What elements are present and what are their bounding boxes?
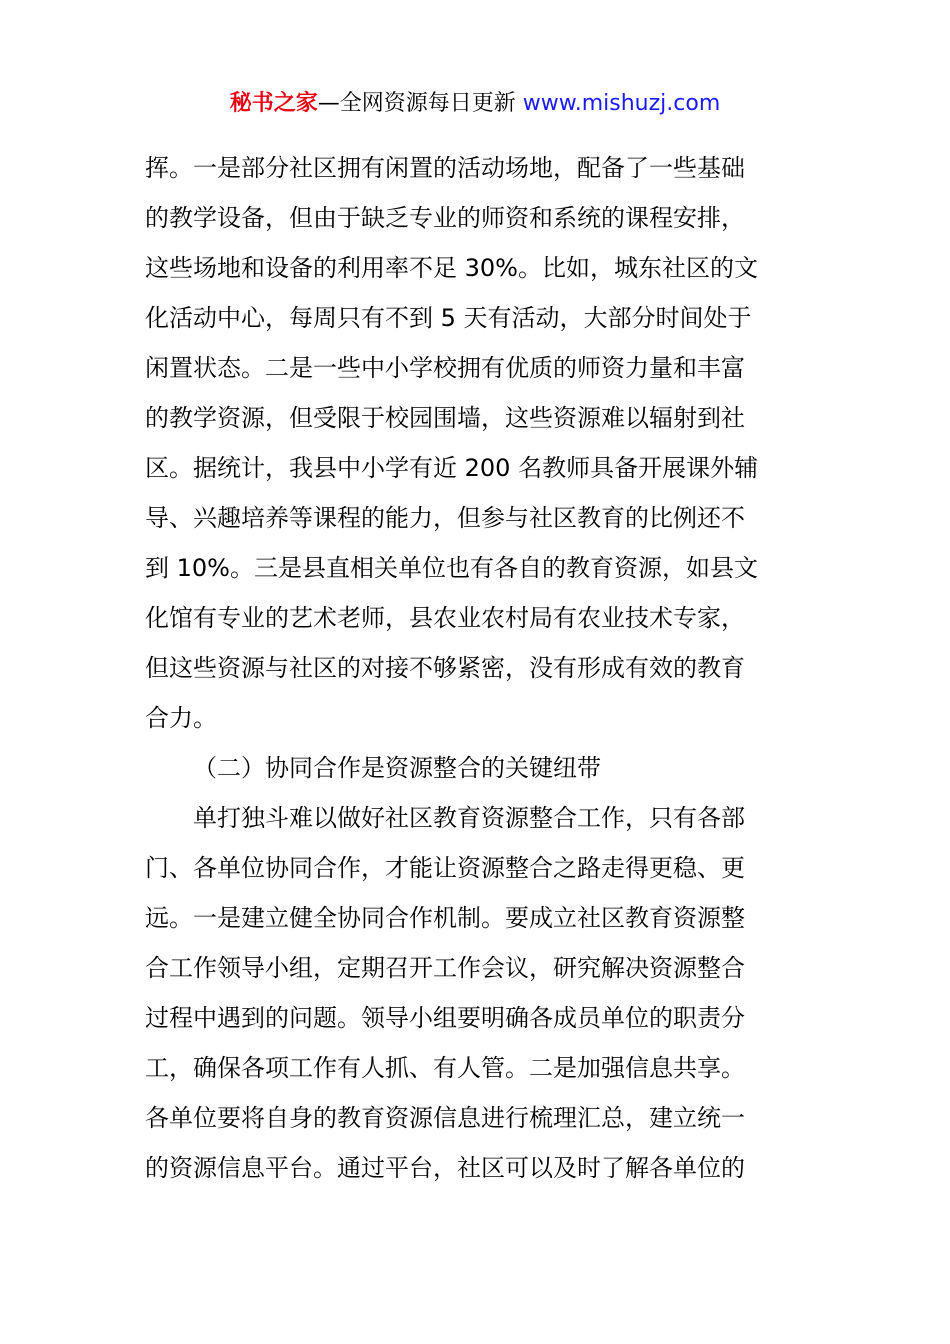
site-tagline: —全网资源每日更新 [317, 91, 523, 116]
text-line: 过程中遇到的问题。领导小组要明确各成员单位的职责分 [145, 1004, 745, 1032]
text-line: 的教学资源，但受限于校园围墙，这些资源难以辐射到社 [145, 404, 745, 432]
text-line: 的资源信息平台。通过平台，社区可以及时了解各单位的 [145, 1154, 745, 1182]
site-url-link[interactable]: www.mishuzj.com [522, 91, 721, 116]
page-header [0, 88, 950, 120]
paragraph-first-line: 单打独斗难以做好社区教育资源整合工作，只有各部 [193, 804, 745, 832]
text-line: 化活动中心，每周只有不到 5 天有活动，大部分时间处于 [145, 304, 752, 332]
text-line: 门、各单位协同合作，才能让资源整合之路走得更稳、更 [145, 854, 745, 882]
text-line: 区。据统计，我县中小学有近 200 名教师具备开展课外辅 [145, 454, 759, 482]
text-line: 导、兴趣培养等课程的能力，但参与社区教育的比例还不 [145, 504, 745, 532]
text-line: 到 10%。三是县直相关单位也有各自的教育资源，如县文 [145, 554, 758, 582]
text-line: 合力。 [145, 704, 217, 732]
text-line: 远。一是建立健全协同合作机制。要成立社区教育资源整 [145, 904, 745, 932]
text-line: 这些场地和设备的利用率不足 30%。比如，城东社区的文 [145, 254, 758, 282]
text-line: 闲置状态。二是一些中小学校拥有优质的师资力量和丰富 [145, 354, 745, 382]
text-line: 各单位要将自身的教育资源信息进行梳理汇总，建立统一 [145, 1104, 745, 1132]
text-line: 的教学设备，但由于缺乏专业的师资和系统的课程安排， [145, 204, 745, 232]
text-line: 化馆有专业的艺术老师，县农业农村局有农业技术专家， [145, 604, 745, 632]
text-line: 合工作领导小组，定期召开工作会议，研究解决资源整合 [145, 954, 745, 982]
section-heading: （二）协同合作是资源整合的关键纽带 [193, 754, 601, 782]
text-line: 挥。一是部分社区拥有闲置的活动场地，配备了一些基础 [145, 154, 745, 182]
document-body [145, 143, 810, 1193]
site-brand: 秘书之家 [229, 91, 318, 116]
text-line: 但这些资源与社区的对接不够紧密，没有形成有效的教育 [145, 654, 745, 682]
text-line: 工，确保各项工作有人抓、有人管。二是加强信息共享。 [145, 1054, 745, 1082]
